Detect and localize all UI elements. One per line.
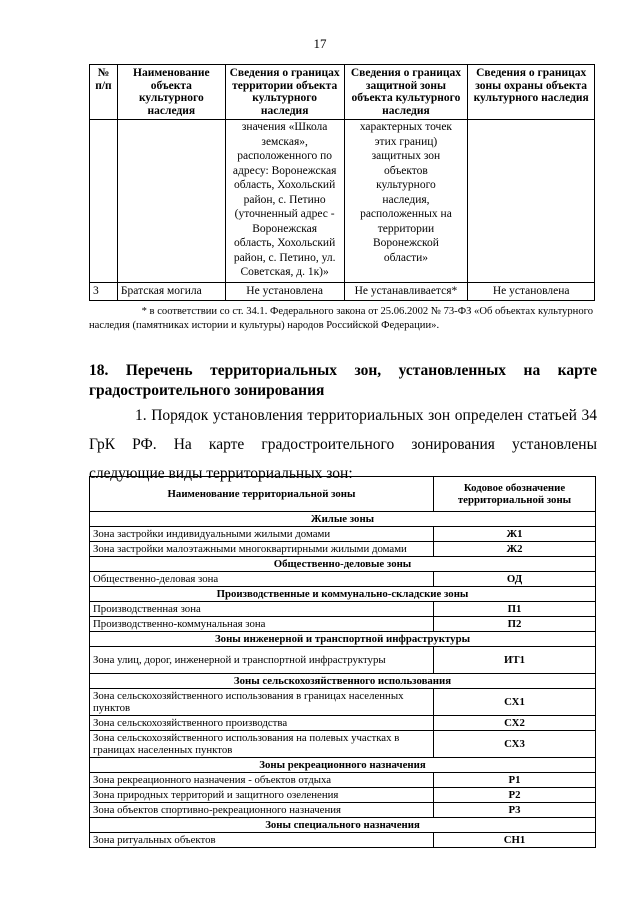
text-line: район, с. Петино, ул. bbox=[233, 251, 336, 264]
zone-name: Зона сельскохозяйственного производства bbox=[90, 716, 434, 731]
table-row bbox=[90, 773, 596, 788]
cell-protective-zone: Не устанавливается* bbox=[344, 282, 468, 301]
cell-empty bbox=[468, 120, 595, 283]
zone-name: Общественно-деловая зона bbox=[90, 572, 434, 587]
table-header-row bbox=[90, 65, 595, 120]
cell-empty bbox=[117, 120, 225, 283]
cell-empty bbox=[90, 120, 118, 283]
zone-code: Р1 bbox=[434, 773, 596, 788]
text-line: Советская, д. 1к)» bbox=[240, 266, 329, 278]
table-row bbox=[90, 542, 596, 557]
table-row bbox=[90, 527, 596, 542]
footnote-line-1: * в соответствии со ст. 34.1. Федерального закона от 25.06.2002 № 73-ФЗ «Об объектах культурного bbox=[141, 306, 593, 317]
cell-number: 3 bbox=[90, 282, 118, 301]
table-row bbox=[90, 602, 596, 617]
text-line: этих границ) bbox=[374, 135, 438, 148]
table-row bbox=[90, 833, 596, 848]
col-header-zone-code: Кодовое обозначение территориальной зоны bbox=[434, 477, 596, 512]
text-line: Воронежская bbox=[252, 222, 318, 235]
zone-code: П2 bbox=[434, 617, 596, 632]
table-row bbox=[90, 689, 596, 716]
zone-name: Производственная зона bbox=[90, 602, 434, 617]
text-line: область, Хохольский bbox=[234, 237, 336, 249]
zone-name: Зона природных территорий и защитного озеленения bbox=[90, 788, 434, 803]
text-line: адресу: Воронежская bbox=[232, 164, 337, 177]
col-header-number: № п/п bbox=[90, 65, 118, 120]
table-row bbox=[90, 617, 596, 632]
section-row bbox=[90, 818, 596, 833]
text-line: характерных точек bbox=[359, 121, 453, 133]
text-line: расположенных на bbox=[360, 208, 452, 220]
table-row bbox=[90, 731, 596, 758]
text-line: области» bbox=[383, 251, 429, 264]
section-heading: 18. Перечень территориальных зон, установленных на карте градостроительного зонирования bbox=[89, 362, 597, 399]
section-title: Зоны сельскохозяйственного использования bbox=[90, 674, 596, 689]
cultural-heritage-table bbox=[89, 64, 595, 301]
zone-name: Зона застройки индивидуальными жилыми домами bbox=[90, 527, 434, 542]
section-row bbox=[90, 512, 596, 527]
zone-code: Р2 bbox=[434, 788, 596, 803]
section-row bbox=[90, 557, 596, 572]
zone-code: П1 bbox=[434, 602, 596, 617]
footnote-line-2: наследия (памятниках истории и культуры) народов Российской Федерации». bbox=[89, 320, 440, 331]
zone-name: Зона застройки малоэтажными многоквартирными жилыми домами bbox=[90, 542, 434, 557]
cell-object-name: Братская могила bbox=[117, 282, 225, 301]
text-line: земская», bbox=[261, 135, 308, 148]
text-line: расположенного по bbox=[237, 150, 333, 162]
col-header-protection-zone: Сведения о границах зоны охраны объекта культурного наследия bbox=[468, 65, 595, 120]
section-title: Производственные и коммунально-складские зоны bbox=[90, 587, 596, 602]
text-line: (уточненный адрес - bbox=[234, 208, 335, 220]
zone-code: СХ2 bbox=[434, 716, 596, 731]
zone-code: Р3 bbox=[434, 803, 596, 818]
zone-name: Зона объектов спортивно-рекреационного назначения bbox=[90, 803, 434, 818]
zone-name: Зона рекреационного назначения - объектов отдыха bbox=[90, 773, 434, 788]
text-line: объектов bbox=[384, 164, 428, 177]
section-title: Общественно-деловые зоны bbox=[90, 557, 596, 572]
section-row bbox=[90, 758, 596, 773]
zone-name: Зона улиц, дорог, инженерной и транспортной инфраструктуры bbox=[90, 647, 434, 674]
text-line: Воронежской bbox=[372, 237, 439, 249]
paragraph-text: 1. Порядок установления территориальных зон определен статьей 34 ГрК РФ. На карте градостроительного зонирования установлены следующие виды территориальных зон: bbox=[89, 407, 597, 482]
section-title: Зоны инженерной и транспортной инфраструктуры bbox=[90, 632, 596, 647]
zone-name: Зона сельскохозяйственного использования на полевых участках в границах населенных пунктов bbox=[90, 731, 434, 758]
body-paragraph bbox=[89, 401, 597, 488]
section-row bbox=[90, 632, 596, 647]
text-line: защитных зон bbox=[371, 150, 441, 162]
footnote bbox=[89, 305, 599, 333]
text-line: культурного bbox=[376, 179, 436, 191]
col-header-object-name: Наименование объекта культурного наследия bbox=[117, 65, 225, 120]
col-header-protective-zone: Сведения о границах защитной зоны объекта культурного наследия bbox=[344, 65, 468, 120]
table-row bbox=[90, 647, 596, 674]
table-row bbox=[90, 282, 595, 301]
table-row bbox=[90, 716, 596, 731]
zone-code: СХ3 bbox=[434, 731, 596, 758]
zone-code: ИТ1 bbox=[434, 647, 596, 674]
section-title: Жилые зоны bbox=[90, 512, 596, 527]
zone-code: ОД bbox=[434, 572, 596, 587]
zone-code: Ж2 bbox=[434, 542, 596, 557]
text-line: область, Хохольский bbox=[234, 179, 336, 191]
table-row bbox=[90, 803, 596, 818]
zone-code: СХ1 bbox=[434, 689, 596, 716]
zone-code: Ж1 bbox=[434, 527, 596, 542]
text-line: значения «Школа bbox=[241, 121, 328, 133]
section-row bbox=[90, 587, 596, 602]
section-title: Зоны рекреационного назначения bbox=[90, 758, 596, 773]
table-row bbox=[90, 572, 596, 587]
cell-territory-continued bbox=[225, 120, 344, 283]
cell-protection-zone: Не установлена bbox=[468, 282, 595, 301]
text-line: район, с. Петино bbox=[243, 193, 326, 206]
cell-protective-zone-continued bbox=[344, 120, 468, 283]
territorial-zones-table bbox=[89, 476, 596, 848]
zone-code: СН1 bbox=[434, 833, 596, 848]
page-number: 17 bbox=[313, 36, 327, 51]
section-row bbox=[90, 674, 596, 689]
text-line: наследия, bbox=[382, 193, 430, 206]
table-row-continuation bbox=[90, 120, 595, 283]
section-title: Зоны специального назначения bbox=[90, 818, 596, 833]
table-header-row bbox=[90, 477, 596, 512]
col-header-zone-name: Наименование территориальной зоны bbox=[90, 477, 434, 512]
zone-name: Производственно-коммунальная зона bbox=[90, 617, 434, 632]
zone-name: Зона сельскохозяйственного использования в границах населенных пунктов bbox=[90, 689, 434, 716]
col-header-territory-bounds: Сведения о границах территории объекта культурного наследия bbox=[225, 65, 344, 120]
table-row bbox=[90, 788, 596, 803]
text-line: территории bbox=[377, 222, 435, 235]
cell-territory: Не установлена bbox=[225, 282, 344, 301]
zone-name: Зона ритуальных объектов bbox=[90, 833, 434, 848]
